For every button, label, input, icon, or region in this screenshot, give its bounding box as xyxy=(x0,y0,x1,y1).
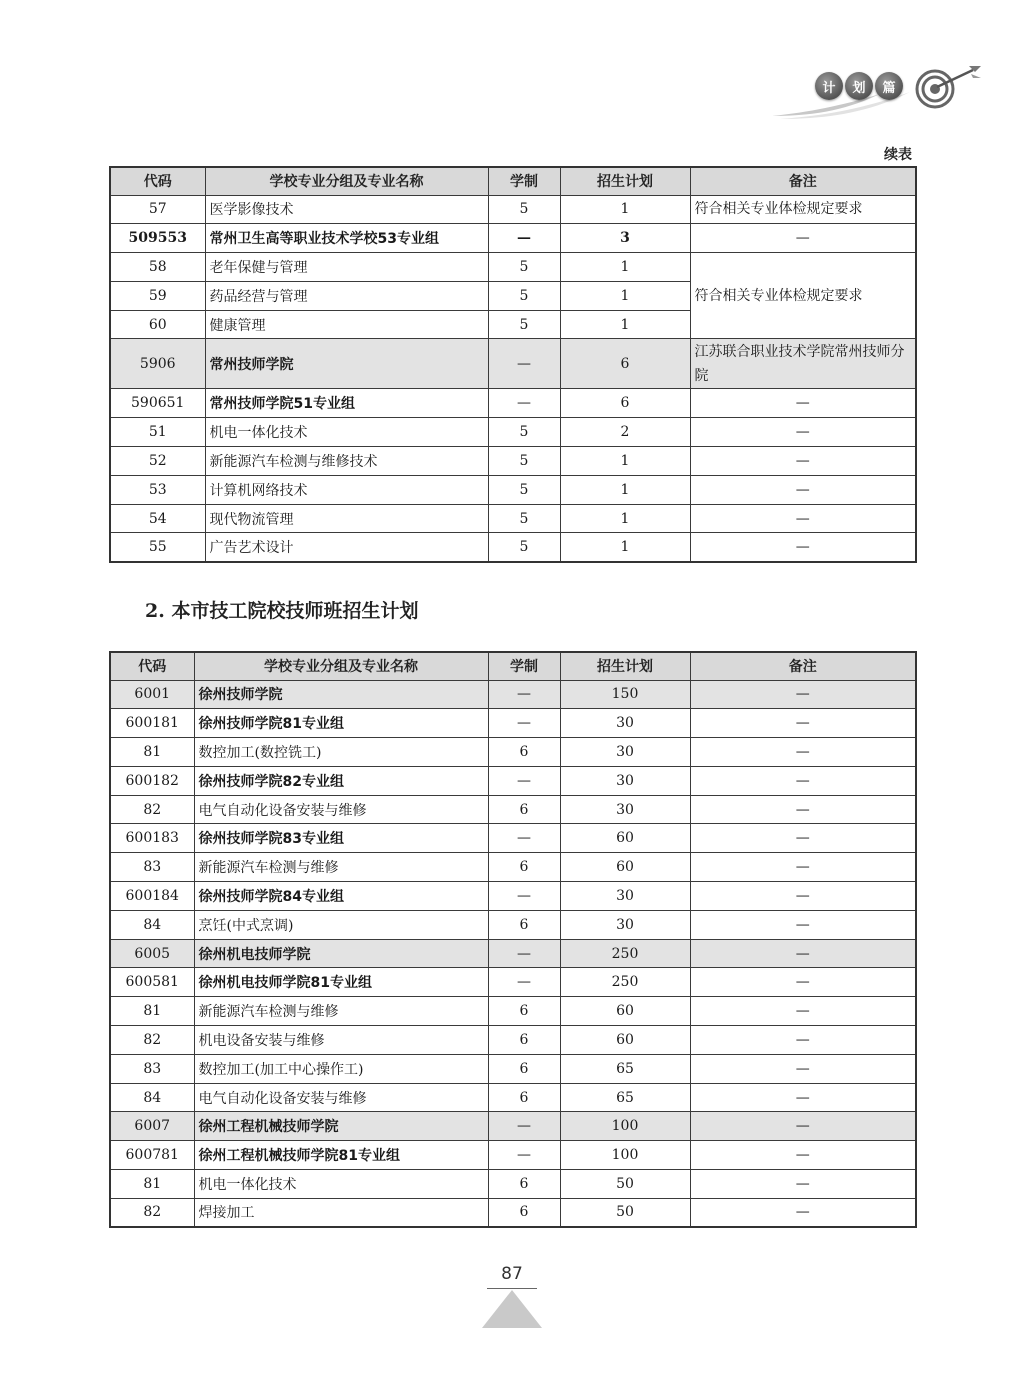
table-row xyxy=(110,1198,916,1227)
cell-name: 徐州技师学院83专业组 xyxy=(194,824,488,853)
cell-note: — xyxy=(690,882,916,911)
cell-code: 600581 xyxy=(110,968,194,997)
table-row xyxy=(110,475,916,504)
cell-years: 5 xyxy=(488,533,560,562)
cell-plan: 250 xyxy=(560,968,690,997)
header-badge: 计 xyxy=(815,72,843,100)
cell-plan: 2 xyxy=(560,418,690,447)
cell-years: — xyxy=(488,968,560,997)
cell-name: 电气自动化设备安装与维修 xyxy=(194,1083,488,1112)
page-number-rule xyxy=(487,1288,537,1289)
cell-years: — xyxy=(488,224,560,253)
cell-name: 健康管理 xyxy=(205,310,488,339)
cell-plan: 60 xyxy=(560,853,690,882)
table-row xyxy=(110,910,916,939)
cell-note: — xyxy=(690,968,916,997)
cell-note: — xyxy=(690,1026,916,1055)
cell-note-merged: 符合相关专业体检规定要求 xyxy=(690,253,916,339)
cell-code: 58 xyxy=(110,253,205,282)
column-header-code: 代码 xyxy=(110,652,194,680)
cell-code: 5906 xyxy=(110,339,205,389)
cell-years: 6 xyxy=(488,738,560,767)
cell-years: 5 xyxy=(488,281,560,310)
cell-name: 常州卫生高等职业技术学校53专业组 xyxy=(205,224,488,253)
cell-plan: 30 xyxy=(560,910,690,939)
cell-years: — xyxy=(488,1112,560,1141)
cell-code: 53 xyxy=(110,475,205,504)
cell-years: — xyxy=(488,389,560,418)
cell-plan: 60 xyxy=(560,1026,690,1055)
cell-years: — xyxy=(488,709,560,738)
cell-years: — xyxy=(488,766,560,795)
cell-name: 新能源汽车检测与维修 xyxy=(194,853,488,882)
cell-years: 6 xyxy=(488,1198,560,1227)
cell-code: 52 xyxy=(110,447,205,476)
table-row xyxy=(110,1054,916,1083)
table-header-row xyxy=(110,652,916,680)
cell-name: 常州技师学院51专业组 xyxy=(205,389,488,418)
cell-note: — xyxy=(690,1198,916,1227)
cell-name: 机电设备安装与维修 xyxy=(194,1026,488,1055)
cell-note: — xyxy=(690,475,916,504)
cell-code: 51 xyxy=(110,418,205,447)
column-header-plan: 招生计划 xyxy=(560,167,690,195)
cell-name: 徐州机电技师学院81专业组 xyxy=(194,968,488,997)
cell-name: 机电一体化技术 xyxy=(205,418,488,447)
cell-code: 60 xyxy=(110,310,205,339)
table-row xyxy=(110,882,916,911)
table-row xyxy=(110,1170,916,1199)
cell-name: 新能源汽车检测与维修 xyxy=(194,997,488,1026)
column-header-note: 备注 xyxy=(690,167,916,195)
cell-note: — xyxy=(690,853,916,882)
cell-note: — xyxy=(690,1170,916,1199)
cell-note: — xyxy=(690,1083,916,1112)
cell-plan: 30 xyxy=(560,882,690,911)
enrollment-plan-table-continued xyxy=(109,166,917,563)
cell-years: 5 xyxy=(488,253,560,282)
cell-plan: 30 xyxy=(560,709,690,738)
cell-code: 82 xyxy=(110,1198,194,1227)
triangle-ornament-icon xyxy=(482,1290,542,1328)
cell-name: 老年保健与管理 xyxy=(205,253,488,282)
cell-code: 6005 xyxy=(110,939,194,968)
cell-note: — xyxy=(690,1112,916,1141)
cell-note: — xyxy=(690,824,916,853)
cell-code: 55 xyxy=(110,533,205,562)
cell-code: 84 xyxy=(110,1083,194,1112)
cell-years: 6 xyxy=(488,997,560,1026)
cell-code: 84 xyxy=(110,910,194,939)
cell-plan: 1 xyxy=(560,310,690,339)
cell-name: 徐州机电技师学院 xyxy=(194,939,488,968)
table-row xyxy=(110,1083,916,1112)
table-row xyxy=(110,853,916,882)
cell-name: 药品经营与管理 xyxy=(205,281,488,310)
table-row xyxy=(110,1141,916,1170)
cell-note: — xyxy=(690,939,916,968)
cell-plan: 30 xyxy=(560,766,690,795)
cell-plan: 65 xyxy=(560,1083,690,1112)
cell-note: — xyxy=(690,910,916,939)
cell-name: 徐州技师学院84专业组 xyxy=(194,882,488,911)
cell-code: 83 xyxy=(110,853,194,882)
header-section-badges xyxy=(815,72,903,100)
cell-plan: 100 xyxy=(560,1112,690,1141)
cell-code: 600183 xyxy=(110,824,194,853)
cell-plan: 60 xyxy=(560,997,690,1026)
table-row xyxy=(110,533,916,562)
cell-code: 81 xyxy=(110,1170,194,1199)
cell-plan: 150 xyxy=(560,680,690,709)
table-row xyxy=(110,504,916,533)
cell-years: — xyxy=(488,939,560,968)
technician-class-plan-table xyxy=(109,651,917,1228)
column-header-name: 学校专业分组及专业名称 xyxy=(194,652,488,680)
column-header-plan: 招生计划 xyxy=(560,652,690,680)
section-title-text: 本市技工院校技师班招生计划 xyxy=(171,600,419,622)
table-row xyxy=(110,939,916,968)
cell-note: — xyxy=(690,389,916,418)
table-row xyxy=(110,447,916,476)
cell-name: 广告艺术设计 xyxy=(205,533,488,562)
cell-years: 5 xyxy=(488,504,560,533)
cell-years: 6 xyxy=(488,1054,560,1083)
cell-plan: 3 xyxy=(560,224,690,253)
cell-plan: 100 xyxy=(560,1141,690,1170)
cell-plan: 30 xyxy=(560,795,690,824)
cell-code: 600781 xyxy=(110,1141,194,1170)
cell-code: 590651 xyxy=(110,389,205,418)
cell-note: — xyxy=(690,504,916,533)
cell-note: — xyxy=(690,1054,916,1083)
table-row xyxy=(110,766,916,795)
cell-name: 现代物流管理 xyxy=(205,504,488,533)
cell-note: — xyxy=(690,224,916,253)
header-badge: 篇 xyxy=(875,72,903,100)
table-row xyxy=(110,389,916,418)
cell-years: 6 xyxy=(488,1083,560,1112)
cell-plan: 60 xyxy=(560,824,690,853)
cell-plan: 1 xyxy=(560,504,690,533)
cell-plan: 65 xyxy=(560,1054,690,1083)
table-body xyxy=(110,680,916,1227)
table-row xyxy=(110,709,916,738)
cell-code: 83 xyxy=(110,1054,194,1083)
table-row xyxy=(110,680,916,709)
cell-note: — xyxy=(690,1141,916,1170)
cell-note: 符合相关专业体检规定要求 xyxy=(690,195,916,224)
continued-table-label: 续表 xyxy=(884,147,912,163)
cell-years: 6 xyxy=(488,795,560,824)
cell-years: 6 xyxy=(488,853,560,882)
table-row xyxy=(110,195,916,224)
cell-plan: 1 xyxy=(560,533,690,562)
cell-note: — xyxy=(690,738,916,767)
cell-note: — xyxy=(690,997,916,1026)
cell-years: 6 xyxy=(488,1026,560,1055)
cell-plan: 1 xyxy=(560,195,690,224)
cell-years: — xyxy=(488,680,560,709)
table-row xyxy=(110,738,916,767)
cell-code: 81 xyxy=(110,738,194,767)
cell-note: — xyxy=(690,533,916,562)
cell-note: — xyxy=(690,795,916,824)
target-arrow-icon xyxy=(915,62,985,112)
cell-code: 57 xyxy=(110,195,205,224)
column-header-name: 学校专业分组及专业名称 xyxy=(205,167,488,195)
column-header-code: 代码 xyxy=(110,167,205,195)
table-row xyxy=(110,1026,916,1055)
cell-code: 54 xyxy=(110,504,205,533)
table-row xyxy=(110,997,916,1026)
cell-note: 江苏联合职业技术学院常州技师分院 xyxy=(690,339,916,389)
cell-name: 徐州工程机械技师学院 xyxy=(194,1112,488,1141)
cell-plan: 250 xyxy=(560,939,690,968)
cell-name: 机电一体化技术 xyxy=(194,1170,488,1199)
cell-name: 电气自动化设备安装与维修 xyxy=(194,795,488,824)
table-row xyxy=(110,795,916,824)
section-number: 2. xyxy=(145,600,165,622)
cell-years: 5 xyxy=(488,310,560,339)
cell-note: — xyxy=(690,680,916,709)
cell-code: 81 xyxy=(110,997,194,1026)
table-row xyxy=(110,224,916,253)
cell-plan: 30 xyxy=(560,738,690,767)
cell-name: 徐州工程机械技师学院81专业组 xyxy=(194,1141,488,1170)
cell-name: 徐州技师学院82专业组 xyxy=(194,766,488,795)
table-row xyxy=(110,1112,916,1141)
cell-code: 59 xyxy=(110,281,205,310)
cell-name: 新能源汽车检测与维修技术 xyxy=(205,447,488,476)
table-row xyxy=(110,339,916,389)
cell-plan: 6 xyxy=(560,389,690,418)
cell-years: 6 xyxy=(488,1170,560,1199)
cell-code: 509553 xyxy=(110,224,205,253)
cell-plan: 50 xyxy=(560,1170,690,1199)
column-header-note: 备注 xyxy=(690,652,916,680)
cell-name: 常州技师学院 xyxy=(205,339,488,389)
cell-code: 6001 xyxy=(110,680,194,709)
table-header-row xyxy=(110,167,916,195)
cell-years: — xyxy=(488,339,560,389)
cell-code: 600181 xyxy=(110,709,194,738)
cell-plan: 1 xyxy=(560,475,690,504)
cell-name: 计算机网络技术 xyxy=(205,475,488,504)
cell-note: — xyxy=(690,766,916,795)
cell-code: 600182 xyxy=(110,766,194,795)
page-number: 87 xyxy=(501,1264,523,1284)
table-row xyxy=(110,418,916,447)
cell-plan: 1 xyxy=(560,281,690,310)
cell-name: 徐州技师学院 xyxy=(194,680,488,709)
cell-code: 82 xyxy=(110,795,194,824)
cell-plan: 6 xyxy=(560,339,690,389)
cell-note: — xyxy=(690,418,916,447)
cell-code: 82 xyxy=(110,1026,194,1055)
cell-years: — xyxy=(488,882,560,911)
cell-years: — xyxy=(488,1141,560,1170)
column-header-years: 学制 xyxy=(488,652,560,680)
header-badge: 划 xyxy=(845,72,873,100)
cell-code: 600184 xyxy=(110,882,194,911)
cell-years: 5 xyxy=(488,195,560,224)
cell-plan: 1 xyxy=(560,447,690,476)
cell-name: 数控加工(数控铣工) xyxy=(194,738,488,767)
table-row xyxy=(110,968,916,997)
cell-name: 烹饪(中式烹调) xyxy=(194,910,488,939)
cell-code: 6007 xyxy=(110,1112,194,1141)
column-header-years: 学制 xyxy=(488,167,560,195)
section-heading xyxy=(145,596,418,623)
cell-name: 焊接加工 xyxy=(194,1198,488,1227)
cell-plan: 50 xyxy=(560,1198,690,1227)
cell-note: — xyxy=(690,447,916,476)
cell-years: 5 xyxy=(488,418,560,447)
cell-name: 医学影像技术 xyxy=(205,195,488,224)
cell-name: 数控加工(加工中心操作工) xyxy=(194,1054,488,1083)
cell-plan: 1 xyxy=(560,253,690,282)
cell-years: — xyxy=(488,824,560,853)
cell-years: 6 xyxy=(488,910,560,939)
cell-years: 5 xyxy=(488,447,560,476)
cell-note: — xyxy=(690,709,916,738)
cell-name: 徐州技师学院81专业组 xyxy=(194,709,488,738)
cell-years: 5 xyxy=(488,475,560,504)
table-row xyxy=(110,824,916,853)
table-row xyxy=(110,253,916,282)
